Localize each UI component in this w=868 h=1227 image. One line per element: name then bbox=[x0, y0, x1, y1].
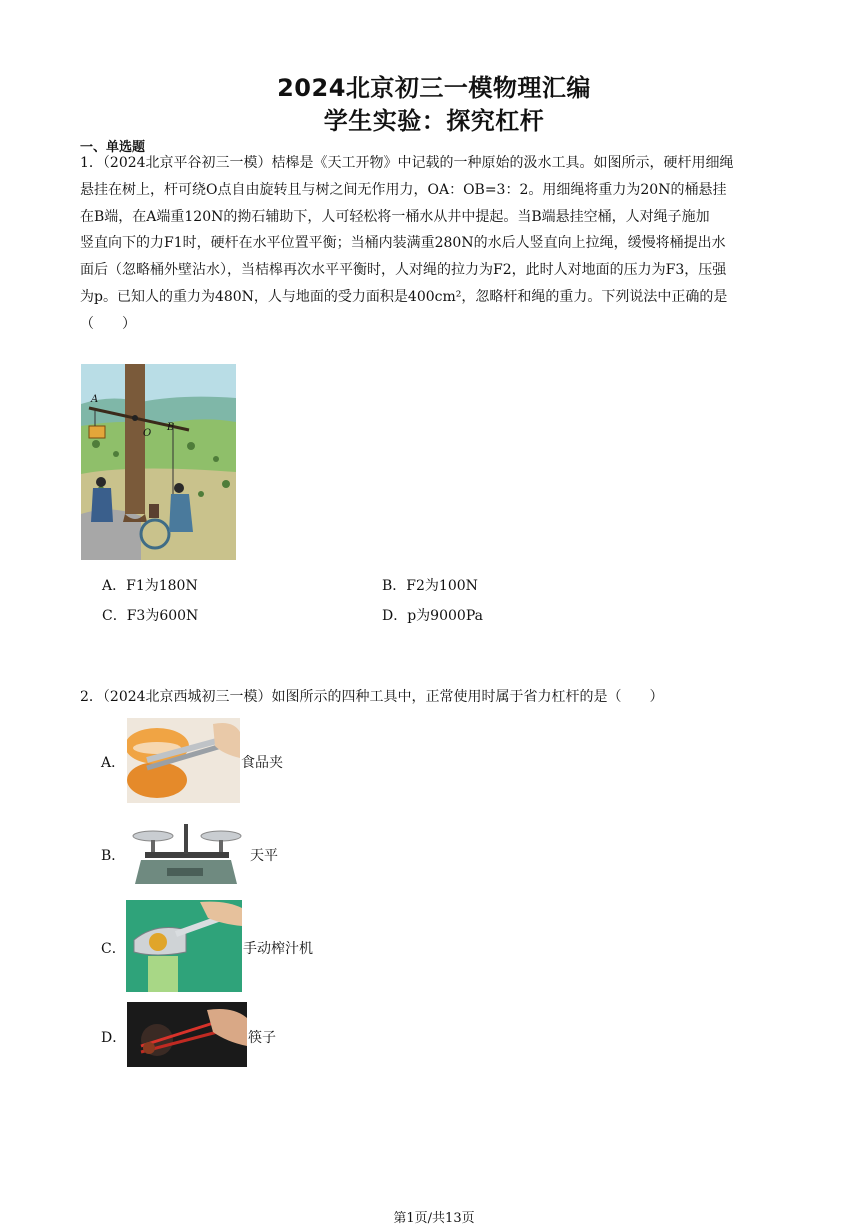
q2-option-d-name: 筷子 bbox=[248, 1030, 276, 1046]
balance-scale-image bbox=[127, 818, 245, 886]
question-1-line: 悬挂在树上，杆可绕O点自由旋转且与树之间无作用力，OA：OB=3：2。用细绳将重力为20N的桶悬挂 bbox=[80, 181, 727, 198]
question-1-line: 1．（2024北京平谷初三一模）桔槔是《天工开物》中记载的一种原始的汲水工具。如图所示，硬杆用细绳 bbox=[80, 155, 734, 171]
label-b: B bbox=[167, 422, 175, 433]
document-subtitle: 学生实验：探究杠杆 bbox=[323, 107, 545, 135]
q2-option-a-name: 食品夹 bbox=[241, 755, 283, 771]
q1-choice-a: A．F1为180N bbox=[102, 578, 198, 594]
q2-option-b-name: 天平 bbox=[250, 848, 278, 864]
manual-juicer-image bbox=[126, 900, 242, 992]
q2-option-b-letter: B． bbox=[101, 848, 126, 864]
question-1-line: 为p。已知人的重力为480N，人与地面的受力面积是400cm²，忽略杆和绳的重力。下列说法中正确的是 bbox=[80, 288, 728, 305]
q2-option-c-letter: C． bbox=[101, 941, 126, 957]
question-2-stem: 2．（2024北京西城初三一模）如图所示的四种工具中，正常使用时属于省力杠杆的是（ ） bbox=[80, 689, 664, 705]
label-a: A bbox=[91, 394, 99, 405]
q2-option-d-letter: D． bbox=[101, 1030, 127, 1046]
q1-choice-b: B．F2为100N bbox=[382, 578, 478, 594]
question-1-line: 面后（忽略桶外壁沾水），当桔槔再次水平平衡时，人对绳的拉力为F2，此时人对地面的压力为F3，压强 bbox=[80, 262, 727, 279]
q1-choice-d: D．p为9000Pa bbox=[382, 608, 483, 624]
section-heading: 一、单选题 bbox=[80, 140, 146, 155]
question-1-stem bbox=[80, 150, 780, 338]
chopsticks-image bbox=[127, 1002, 247, 1067]
well-sweep-illustration bbox=[81, 364, 236, 560]
question-1-line: 竖直向下的力F1时，硬杆在水平位置平衡；当桶内装满重280N的水后人竖直向上拉绳，缓慢将桶提出水 bbox=[80, 235, 726, 252]
q1-choice-c: C．F3为600N bbox=[102, 608, 199, 624]
question-1-line: 在B端，在A端重120N的拗石辅助下，人可轻松将一桶水从井中提起。当B端悬挂空桶，人对绳子施加 bbox=[80, 208, 710, 225]
food-tongs-image bbox=[127, 718, 240, 803]
document-title: 2024北京初三一模物理汇编 bbox=[277, 74, 591, 102]
q2-option-c-name: 手动榨汁机 bbox=[243, 941, 313, 957]
q2-option-a-letter: A． bbox=[101, 755, 126, 771]
label-o: O bbox=[143, 428, 152, 439]
question-1-line: （ ） bbox=[80, 315, 136, 332]
page-footer: 第1页/共13页 bbox=[393, 1211, 475, 1226]
